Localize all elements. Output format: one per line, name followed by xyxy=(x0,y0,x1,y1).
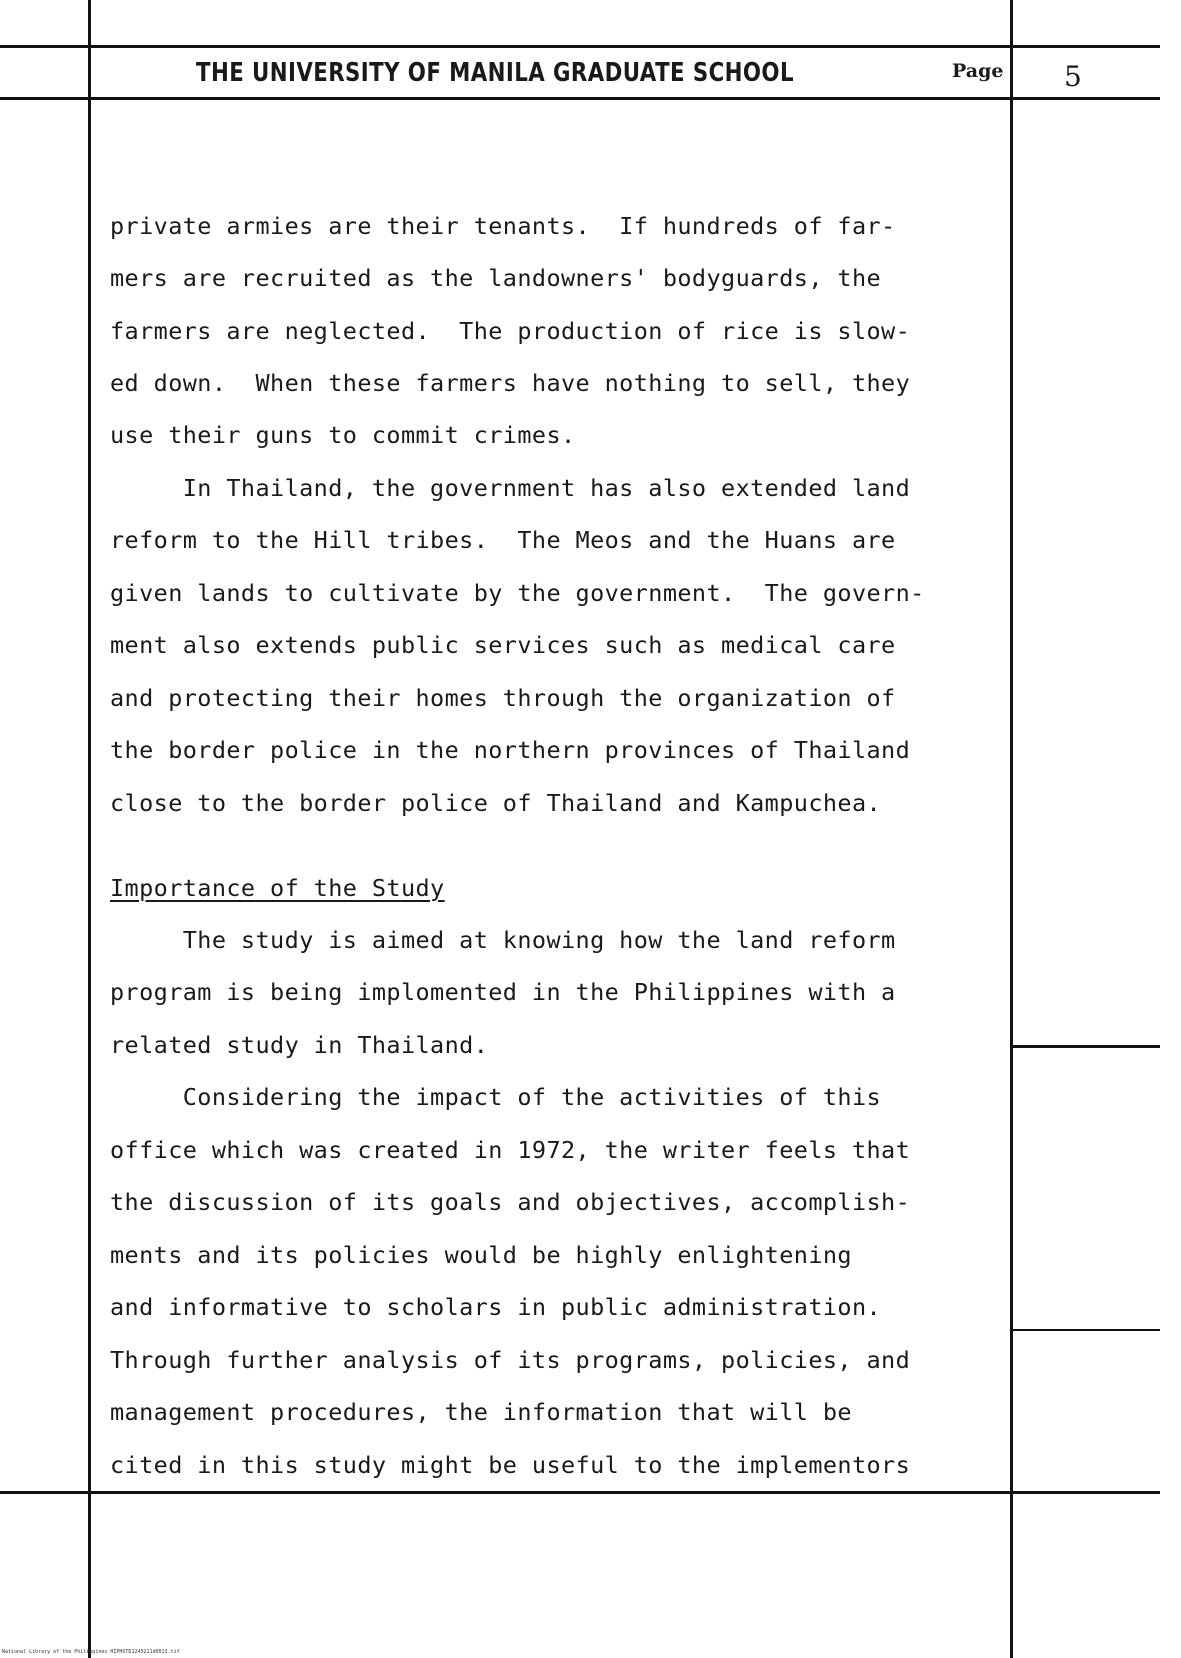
paragraph-4-line: management procedures, the information that will be xyxy=(110,1398,852,1426)
top-rule xyxy=(0,45,1160,48)
paragraph-3-line: The study is aimed at knowing how the land reform xyxy=(110,926,896,954)
paragraph-1-line: private armies are their tenants. If hundreds of far- xyxy=(110,212,896,240)
paragraph-1-line: mers are recruited as the landowners' bodyguards, the xyxy=(110,264,882,292)
archive-note: National Library of the Philippines HIPHOTD1245211d0013.tif xyxy=(2,1649,180,1655)
header-bottom-rule xyxy=(0,97,1160,100)
page-label: Page xyxy=(952,60,1004,82)
section-heading: Importance of the Study xyxy=(110,874,445,902)
paragraph-3-line: program is being implomented in the Philippines with a xyxy=(110,978,896,1006)
paragraph-3-line: related study in Thailand. xyxy=(110,1031,489,1059)
paragraph-1-line: farmers are neglected. The production of rice is slow- xyxy=(110,317,911,345)
left-margin-rule xyxy=(88,0,91,1658)
paragraph-1-line: use their guns to commit crimes. xyxy=(110,421,576,449)
side-rule-upper xyxy=(1010,1045,1160,1048)
paragraph-4-line: the discussion of its goals and objectives, accomplish- xyxy=(110,1188,911,1216)
paragraph-2-line: given lands to cultivate by the government. The govern- xyxy=(110,579,925,607)
paragraph-4-line: office which was created in 1972, the writer feels that xyxy=(110,1136,911,1164)
paragraph-2-line: close to the border police of Thailand and Kampuchea. xyxy=(110,789,882,817)
right-margin-rule xyxy=(1010,0,1013,1658)
paragraph-4-line: Through further analysis of its programs, policies, and xyxy=(110,1346,911,1374)
paragraph-2-line: and protecting their homes through the organization of xyxy=(110,684,896,712)
paragraph-1-line: ed down. When these farmers have nothing to sell, they xyxy=(110,369,911,397)
paragraph-2-line: the border police in the northern provinces of Thailand xyxy=(110,736,911,764)
paragraph-2-line: reform to the Hill tribes. The Meos and the Huans are xyxy=(110,526,896,554)
page-number: 5 xyxy=(1064,60,1082,93)
side-rule-lower xyxy=(1010,1329,1160,1331)
institution-title: THE UNIVERSITY OF MANILA GRADUATE SCHOOL xyxy=(196,58,794,88)
paragraph-2-line: ment also extends public services such as medical care xyxy=(110,631,896,659)
paragraph-2-line: In Thailand, the government has also extended land xyxy=(110,474,911,502)
bottom-rule xyxy=(0,1491,1160,1494)
paragraph-4-line: ments and its policies would be highly enlightening xyxy=(110,1241,852,1269)
paragraph-4-line: Considering the impact of the activities of this xyxy=(110,1083,882,1111)
paragraph-4-line: cited in this study might be useful to the implementors xyxy=(110,1451,911,1479)
paragraph-4-line: and informative to scholars in public administration. xyxy=(110,1293,882,1321)
